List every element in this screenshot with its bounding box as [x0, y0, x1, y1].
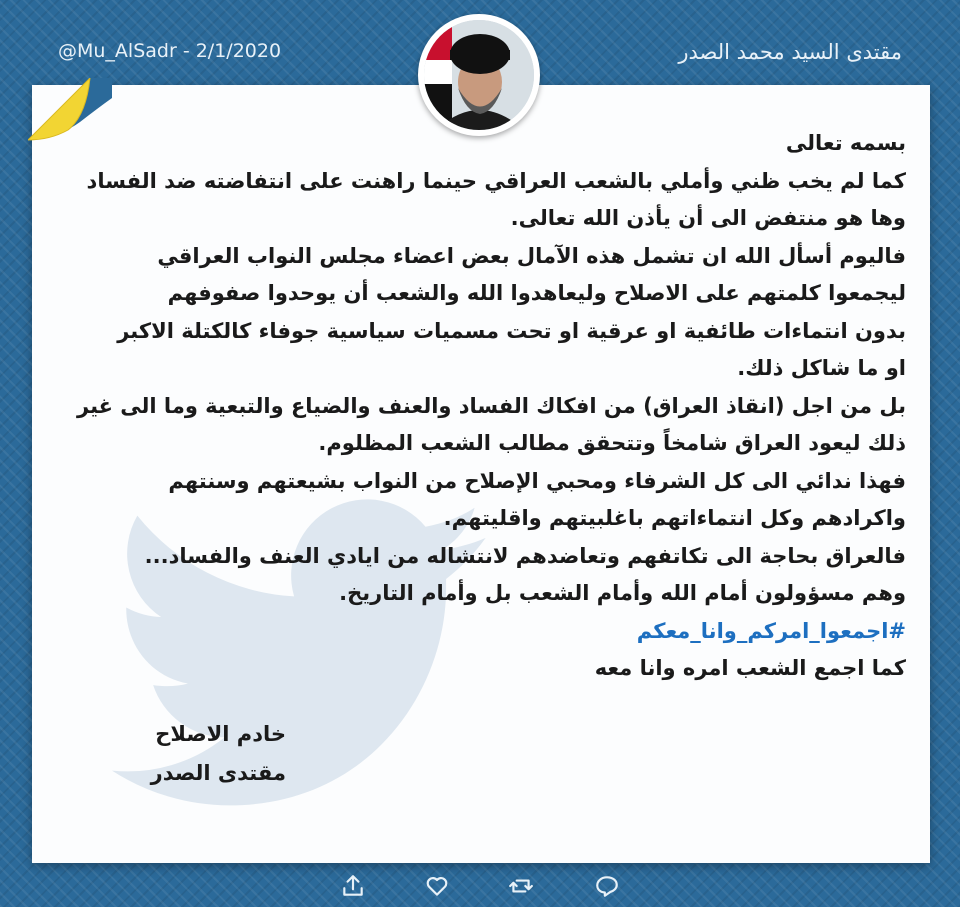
tweet-line: بسمه تعالى: [785, 131, 906, 155]
header-handle-date[interactable]: @Mu_AlSadr - 2/1/2020: [58, 40, 282, 62]
tweet-actions: [0, 865, 960, 907]
signature-name: مقتدى الصدر: [150, 761, 286, 785]
avatar-photo: [424, 20, 534, 130]
tweet-text: [77, 125, 906, 688]
corner-fold-icon: [28, 78, 112, 162]
tweet-line: واكرادهم وكل انتماءاتهم باغلبيتهم واقليتهم.: [443, 506, 906, 530]
hashtag-link[interactable]: #اجمعوا_امركم_وانا_معكم: [636, 618, 906, 643]
avatar[interactable]: [418, 14, 540, 136]
tweet-line: وها هو منتفض الى أن يأذن الله تعالى.: [510, 206, 906, 230]
tweet-line: وهم مسؤولون أمام الله وأمام الشعب بل وأمام التاريخ.: [339, 581, 906, 605]
header-display-name[interactable]: مقتدى السيد محمد الصدر: [678, 40, 902, 64]
tweet-line: فهذا ندائي الى كل الشرفاء ومحبي الإصلاح من النواب بشيعتهم وسنتهم: [168, 468, 906, 493]
signature-title: خادم الاصلاح: [155, 722, 286, 746]
signature: [116, 715, 286, 793]
tweet-line: فاليوم أسأل الله ان تشمل هذه الآمال بعض اعضاء مجلس النواب العراقي: [157, 243, 906, 268]
tweet-line: كما لم يخب ظني وأملي بالشعب العراقي حينما راهنت على انتفاضته ضد الفساد: [86, 168, 906, 193]
tweet-line: او ما شاكل ذلك.: [737, 356, 906, 380]
tweet-card: [32, 85, 930, 863]
like-icon[interactable]: [424, 873, 450, 899]
tweet-closing-line: كما اجمع الشعب امره وانا معه: [594, 656, 906, 680]
retweet-icon[interactable]: [508, 873, 534, 899]
tweet-line: فالعراق بحاجة الى تكاتفهم وتعاضدهم لانتشاله من ايادي العنف والفساد...: [144, 543, 906, 568]
tweet-line: بدون انتماءات طائفية او عرقية او تحت مسميات سياسية جوفاء كالكتلة الاكبر: [117, 318, 906, 343]
tweet-line: بل من اجل (انقاذ العراق) من افكاك الفساد والعنف والضياع والتبعية وما الى غير: [77, 393, 906, 418]
tweet-line: ليجمعوا كلمتهم على الاصلاح وليعاهدوا الله والشعب أن يوحدوا صفوفهم: [167, 281, 906, 305]
tweet-line: ذلك ليعود العراق شامخاً وتتحقق مطالب الشعب المظلوم.: [318, 431, 906, 455]
share-icon[interactable]: [340, 873, 366, 899]
reply-icon[interactable]: [594, 873, 620, 899]
